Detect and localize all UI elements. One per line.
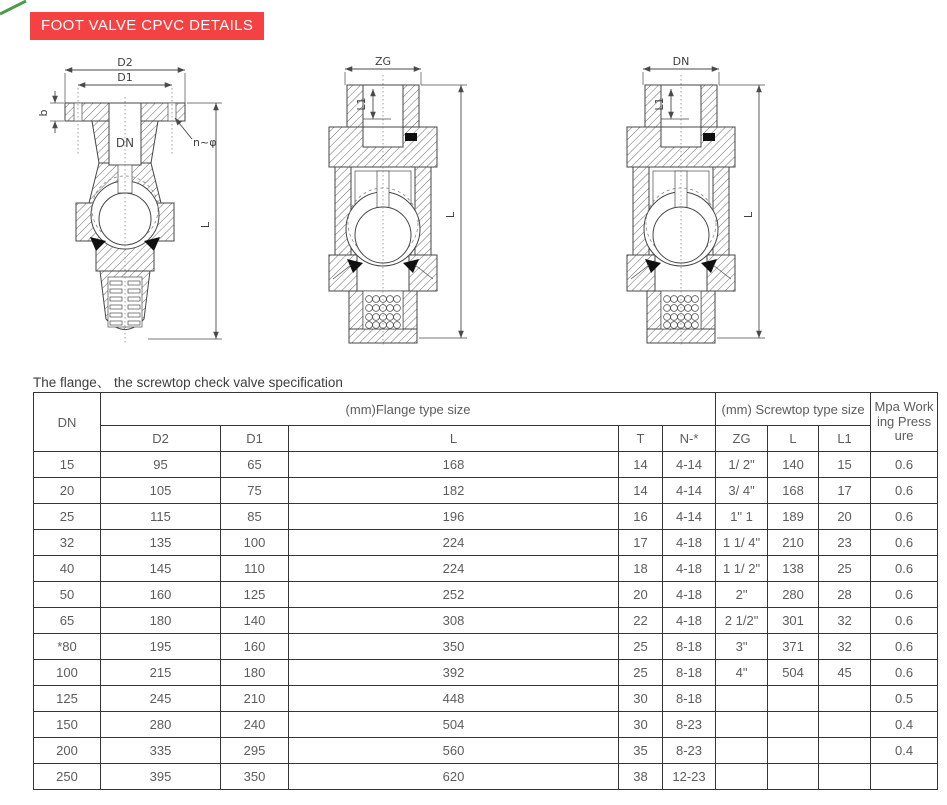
table-cell: 210: [221, 686, 289, 712]
dim-label-zg: ZG: [374, 57, 392, 68]
dim-label-b: b: [37, 109, 50, 117]
dim-label-holes: n~φ: [193, 136, 217, 149]
dim-label-l: L: [742, 211, 755, 219]
table-row: [34, 452, 938, 478]
table-cell: 301: [768, 608, 819, 634]
table-cell: 25: [619, 660, 663, 686]
flange-valve-body: [65, 97, 185, 343]
table-cell: 182: [289, 478, 619, 504]
col-header-n: N-*: [663, 426, 716, 452]
table-cell: 25: [34, 504, 101, 530]
spec-table-body: [34, 452, 938, 790]
table-cell: 138: [768, 556, 819, 582]
table-cell: 45: [819, 660, 871, 686]
table-cell: 504: [289, 712, 619, 738]
table-cell: 32: [819, 608, 871, 634]
table-cell: 240: [221, 712, 289, 738]
table-cell: 25: [819, 556, 871, 582]
table-cell: 504: [768, 660, 819, 686]
table-cell: 4-18: [663, 582, 716, 608]
table-cell: 3/ 4": [716, 478, 768, 504]
dim-label-d2: D2: [117, 57, 133, 69]
table-cell: 8-18: [663, 686, 716, 712]
table-cell: 20: [34, 478, 101, 504]
table-row: [34, 764, 938, 790]
table-cell: 4": [716, 660, 768, 686]
table-row: [34, 660, 938, 686]
table-cell: 224: [289, 556, 619, 582]
table-cell: 35: [619, 738, 663, 764]
table-cell: 140: [221, 608, 289, 634]
table-row: [34, 530, 938, 556]
table-cell: 335: [101, 738, 221, 764]
table-cell: 215: [101, 660, 221, 686]
table-cell: 250: [34, 764, 101, 790]
table-cell: 0.4: [871, 712, 938, 738]
table-cell: 32: [34, 530, 101, 556]
table-cell: 245: [101, 686, 221, 712]
table-cell: 28: [819, 582, 871, 608]
dim-label-l1: L1: [653, 97, 666, 111]
table-cell: [716, 686, 768, 712]
table-cell: 65: [221, 452, 289, 478]
table-cell: 2": [716, 582, 768, 608]
table-cell: 189: [768, 504, 819, 530]
table-cell: 4-18: [663, 530, 716, 556]
table-cell: 160: [101, 582, 221, 608]
table-cell: 125: [34, 686, 101, 712]
table-cell: 1 1/ 4": [716, 530, 768, 556]
table-cell: 2 1/2": [716, 608, 768, 634]
table-cell: 32: [819, 634, 871, 660]
table-cell: 4-14: [663, 452, 716, 478]
table-cell: 0.6: [871, 530, 938, 556]
table-cell: [819, 738, 871, 764]
screwtop-dn-valve-body: [627, 75, 735, 345]
table-cell: [819, 712, 871, 738]
table-row: [34, 608, 938, 634]
table-cell: 14: [619, 478, 663, 504]
col-header-pressure: Mpa Working Pressure: [871, 393, 938, 452]
table-cell: 100: [34, 660, 101, 686]
table-cell: 350: [221, 764, 289, 790]
table-cell: 150: [34, 712, 101, 738]
table-cell: 145: [101, 556, 221, 582]
table-cell: 1" 1: [716, 504, 768, 530]
dim-label-l1: L1: [355, 97, 368, 111]
table-cell: 25: [619, 634, 663, 660]
table-cell: [768, 764, 819, 790]
table-cell: 15: [819, 452, 871, 478]
table-cell: 65: [34, 608, 101, 634]
table-row: [34, 556, 938, 582]
table-cell: 20: [819, 504, 871, 530]
table-cell: 620: [289, 764, 619, 790]
table-cell: 105: [101, 478, 221, 504]
dim-label-l: L: [199, 221, 212, 229]
table-cell: 392: [289, 660, 619, 686]
table-cell: 17: [619, 530, 663, 556]
table-cell: 280: [768, 582, 819, 608]
table-cell: [768, 738, 819, 764]
spec-table-header: [34, 393, 938, 452]
col-header-t: T: [619, 426, 663, 452]
table-cell: 0.4: [871, 738, 938, 764]
screwtop-valve-body: [329, 75, 437, 345]
table-row: [34, 738, 938, 764]
table-cell: 1/ 2": [716, 452, 768, 478]
table-cell: 140: [768, 452, 819, 478]
table-cell: 280: [101, 712, 221, 738]
table-cell: 12-23: [663, 764, 716, 790]
col-header-flange-l: L: [289, 426, 619, 452]
table-cell: 95: [101, 452, 221, 478]
table-cell: 30: [619, 686, 663, 712]
table-cell: [819, 686, 871, 712]
col-header-dn: DN: [34, 393, 101, 452]
table-caption: The flange、 the screwtop check valve specification: [33, 375, 343, 390]
table-cell: 16: [619, 504, 663, 530]
table-cell: [768, 712, 819, 738]
table-cell: 14: [619, 452, 663, 478]
table-cell: 0.6: [871, 478, 938, 504]
col-header-d2: D2: [101, 426, 221, 452]
table-cell: 168: [289, 452, 619, 478]
table-cell: 100: [221, 530, 289, 556]
page-title-banner: FOOT VALVE CPVC DETAILS: [30, 12, 264, 40]
table-cell: 0.6: [871, 608, 938, 634]
col-header-d1: D1: [221, 426, 289, 452]
table-cell: 195: [101, 634, 221, 660]
table-cell: 350: [289, 634, 619, 660]
table-row: [34, 712, 938, 738]
table-cell: 180: [221, 660, 289, 686]
table-cell: 295: [221, 738, 289, 764]
table-cell: 50: [34, 582, 101, 608]
table-cell: 0.6: [871, 634, 938, 660]
table-cell: 4-18: [663, 608, 716, 634]
dim-label-dn: DN: [672, 57, 690, 68]
table-row: [34, 582, 938, 608]
table-cell: 395: [101, 764, 221, 790]
table-cell: 23: [819, 530, 871, 556]
table-cell: 75: [221, 478, 289, 504]
drawing-screwtop-foot-valve: [295, 57, 480, 347]
seal-mark-top: [703, 133, 715, 141]
table-cell: 252: [289, 582, 619, 608]
table-cell: 115: [101, 504, 221, 530]
table-cell: [716, 712, 768, 738]
table-cell: 30: [619, 712, 663, 738]
table-cell: 38: [619, 764, 663, 790]
table-cell: [871, 764, 938, 790]
table-cell: [716, 738, 768, 764]
table-cell: 125: [221, 582, 289, 608]
table-cell: 22: [619, 608, 663, 634]
table-cell: 4-14: [663, 478, 716, 504]
table-cell: 3": [716, 634, 768, 660]
table-cell: 17: [819, 478, 871, 504]
table-cell: 560: [289, 738, 619, 764]
table-cell: 168: [768, 478, 819, 504]
table-cell: 4-18: [663, 556, 716, 582]
table-cell: 448: [289, 686, 619, 712]
table-cell: [768, 686, 819, 712]
table-cell: 0.6: [871, 660, 938, 686]
table-row: [34, 634, 938, 660]
table-cell: 1 1/ 2": [716, 556, 768, 582]
table-cell: 0.6: [871, 504, 938, 530]
table-cell: 15: [34, 452, 101, 478]
table-cell: 196: [289, 504, 619, 530]
table-row: [34, 504, 938, 530]
dim-label-l: L: [444, 211, 457, 219]
table-cell: 0.6: [871, 582, 938, 608]
table-cell: 0.6: [871, 452, 938, 478]
dim-label-dn: DN: [115, 136, 135, 150]
table-cell: 135: [101, 530, 221, 556]
col-header-l1: L1: [819, 426, 871, 452]
leaf-logo-fragment: [0, 0, 30, 16]
dim-label-d1: D1: [117, 71, 133, 84]
seal-mark-top: [405, 133, 417, 141]
table-cell: 8-23: [663, 738, 716, 764]
table-cell: 180: [101, 608, 221, 634]
table-cell: 110: [221, 556, 289, 582]
table-cell: [716, 764, 768, 790]
table-row: [34, 686, 938, 712]
table-cell: 85: [221, 504, 289, 530]
table-cell: 371: [768, 634, 819, 660]
drawing-flange-foot-valve: [30, 57, 230, 347]
table-cell: 210: [768, 530, 819, 556]
table-cell: 8-23: [663, 712, 716, 738]
col-header-screw-l: L: [768, 426, 819, 452]
table-cell: 224: [289, 530, 619, 556]
table-cell: 160: [221, 634, 289, 660]
col-group-screwtop: (mm) Screwtop type size: [716, 393, 871, 426]
table-cell: 0.5: [871, 686, 938, 712]
table-cell: 4-14: [663, 504, 716, 530]
table-cell: 8-18: [663, 660, 716, 686]
table-cell: 200: [34, 738, 101, 764]
table-cell: 308: [289, 608, 619, 634]
table-cell: 8-18: [663, 634, 716, 660]
col-header-zg: ZG: [716, 426, 768, 452]
table-row: [34, 478, 938, 504]
col-group-flange: (mm)Flange type size: [101, 393, 716, 426]
table-cell: 20: [619, 582, 663, 608]
table-cell: 0.6: [871, 556, 938, 582]
drawing-screwtop-foot-valve-dn: [593, 57, 778, 347]
spec-table: [33, 392, 938, 790]
table-cell: 40: [34, 556, 101, 582]
table-cell: *80: [34, 634, 101, 660]
table-cell: [819, 764, 871, 790]
table-cell: 18: [619, 556, 663, 582]
